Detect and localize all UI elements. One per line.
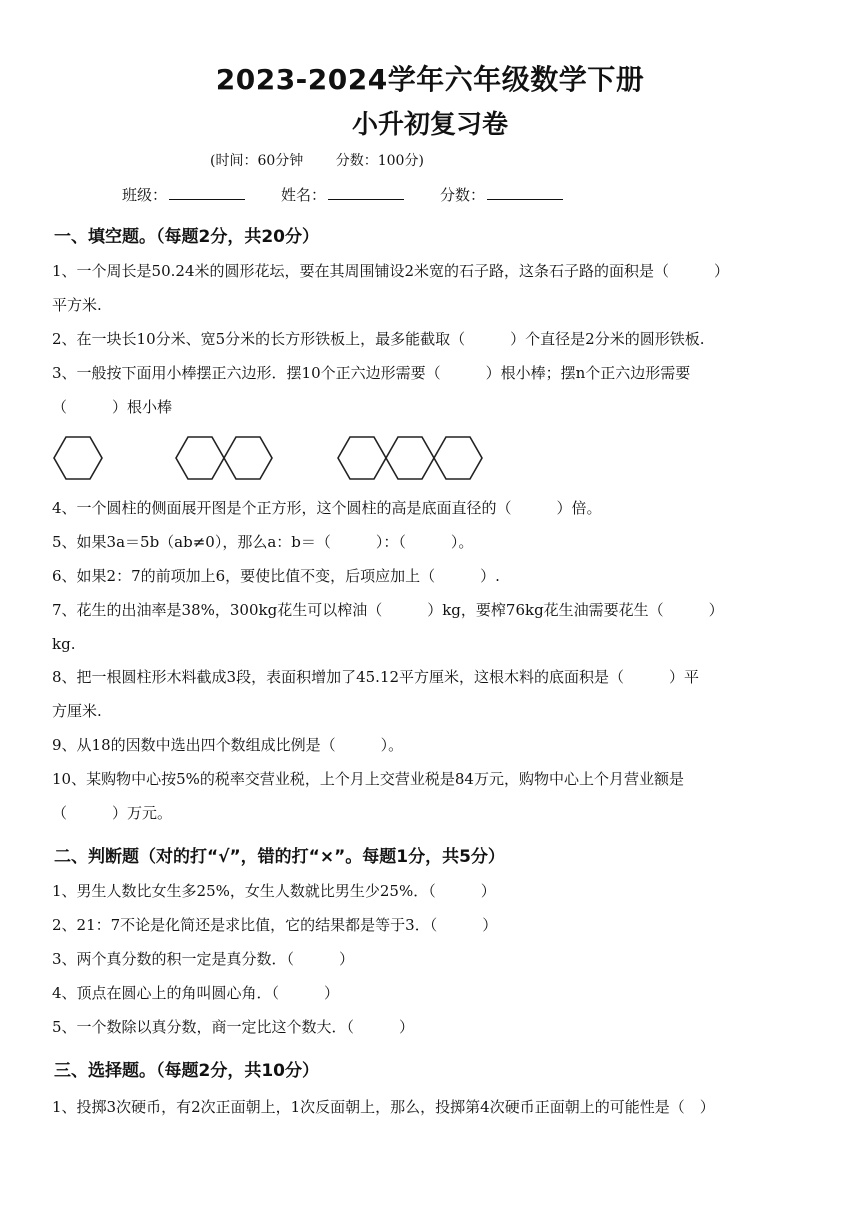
hexagon-shape [434,437,482,479]
name-field[interactable] [281,184,404,205]
question-2-3: 3、两个真分数的积一定是真分数．（ ） [52,950,355,968]
class-blank[interactable] [169,185,245,200]
hexagon-group-2 [176,437,272,479]
score-label: 分数： [440,186,486,204]
question-2-5: 5、一个数除以真分数，商一定比这个数大．（ ） [52,1018,415,1036]
name-blank[interactable] [328,185,404,200]
question-1-7: 7、花生的出油率是38%，300kg花生可以榨油（ ）kg，要榨76kg花生油需要花生（ ） kg. [52,601,724,653]
hexagon-shape [54,437,102,479]
question-3-1: 1、投掷3次硬币，有2次正面朝上，1次反面朝上，那么，投掷第4次硬币正面朝上的可能性是（ ） [52,1098,715,1116]
score-field[interactable] [440,184,563,205]
question-1-9: 9、从18的因数中选出四个数组成比例是（ ）。 [52,736,404,754]
hexagon-group-1 [54,437,102,479]
class-label: 班级： [122,186,168,204]
section-heading-true-false: 二、判断题（对的打“√”，错的打“×”。每题1分，共5分） [54,847,505,867]
question-1-6: 6、如果2：7的前项加上6，要使比值不变，后项应加上（ ）. [52,567,500,585]
question-1-5: 5、如果3a＝5b（ab≠0），那么a：b＝（ ）：（ ）。 [52,533,474,551]
total-score: 分数：100分) [335,153,424,169]
hexagon-shape [224,437,272,479]
time-limit: (时间：60分钟 [210,153,304,169]
hexagon-group-3 [338,437,482,479]
name-label: 姓名： [281,186,327,204]
exam-subtitle: 小升初复习卷 [351,110,508,140]
question-2-1: 1、男生人数比女生多25%，女生人数就比男生少25%．（ ） [52,882,496,900]
question-1-3: 3、一般按下面用小棒摆正六边形．摆10个正六边形需要（ ）根小棒；摆n个正六边形需要 （ ）根小棒 [52,364,691,416]
score-blank[interactable] [487,185,563,200]
question-2-4: 4、顶点在圆心上的角叫圆心角．（ ） [52,984,340,1002]
question-1-8: 8、把一根圆柱形木料截成3段，表面积增加了45.12平方厘米，这根木料的底面积是（ ）平 方厘米. [52,668,700,720]
hexagon-shape [386,437,434,479]
question-1-4: 4、一个圆柱的侧面展开图是个正方形，这个圆柱的高是底面直径的（ ）倍。 [52,499,602,517]
question-2-2: 2、21：7不论是化简还是求比值，它的结果都是等于3．（ ） [52,916,498,934]
question-1-1: 1、一个周长是50.24米的圆形花坛，要在其周围铺设2米宽的石子路，这条石子路的面积是（ ） 平方米. [52,262,730,314]
hexagon-shape [338,437,386,479]
section-heading-multiple-choice: 三、选择题。（每题2分，共10分） [54,1061,319,1081]
class-field[interactable] [122,184,245,205]
exam-title: 2023-2024学年六年级数学下册 [215,63,645,96]
section-heading-fill-blank: 一、填空题。（每题2分，共20分） [54,227,319,247]
question-1-10: 10、某购物中心按5%的税率交营业税，上个月上交营业税是84万元，购物中心上个月营业额是 （ ）万元。 [52,770,684,822]
question-1-2: 2、在一块长10分米、宽5分米的长方形铁板上，最多能截取（ ）个直径是2分米的圆形铁板. [52,330,705,348]
time-score-info [210,150,424,170]
hexagon-stick-figure [50,426,490,488]
student-info-fields [122,184,599,205]
hexagon-shape [176,437,224,479]
